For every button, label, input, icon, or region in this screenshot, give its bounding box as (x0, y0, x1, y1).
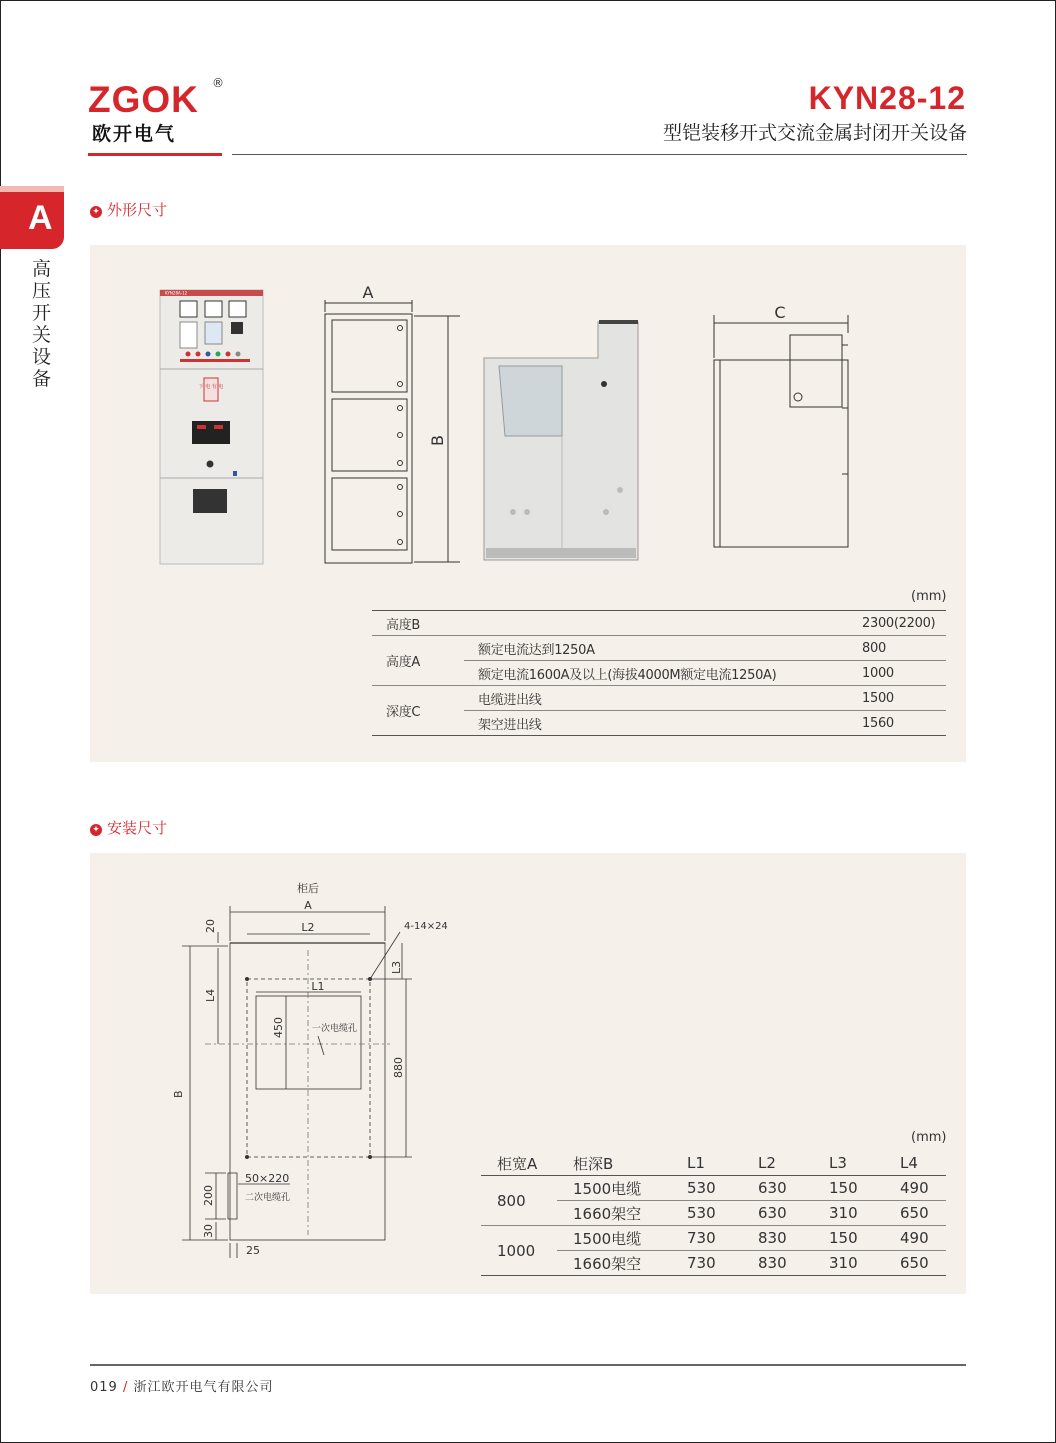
product-subtitle: 型铠装移开式交流金属封闭开关设备 (662, 122, 967, 144)
table-header-cell: L2 (742, 1151, 813, 1176)
install-dim-l2: L2 (301, 921, 315, 934)
dim-c-label: C (774, 303, 786, 322)
install-dim-l4: L4 (204, 988, 217, 1002)
table-cell: 架空进出线 (464, 711, 848, 736)
dim-a-label: A (362, 283, 374, 302)
brand-name-cn: 欧开电气 (92, 123, 177, 145)
table-cell: 650 (884, 1201, 946, 1226)
install-dim-l3: L3 (390, 960, 403, 974)
cabinet-side-photo (484, 320, 638, 560)
table-cell: 730 (671, 1226, 742, 1251)
table-cell: 1660架空 (557, 1251, 671, 1276)
table-cell: 额定电流1600A及以上(海拔4000M额定电流1250A) (464, 661, 848, 686)
table-cell: 高度B (372, 611, 464, 636)
chapter-tab: A (0, 192, 64, 249)
section-title-install-text: 安装尺寸 (107, 819, 168, 837)
install-unit: (mm) (911, 1130, 947, 1145)
page-number: 019 (90, 1380, 118, 1395)
star-icon: ✦ (90, 824, 102, 836)
page-footer (90, 1376, 274, 1395)
table-cell (464, 611, 848, 636)
table-cell: 310 (813, 1251, 884, 1276)
cabinet-front-photo (160, 290, 263, 564)
section-title-install (90, 817, 167, 838)
table-cell: 150 (813, 1176, 884, 1201)
holes-label: 4-14×24 (404, 921, 448, 932)
cabinet-label: KYN28A-12 (165, 290, 188, 296)
table-cell: 1500 (848, 686, 946, 711)
table-cell: 630 (742, 1201, 813, 1226)
install-dim-l1: L1 (311, 980, 325, 993)
table-row (372, 611, 946, 636)
install-dim-25: 25 (246, 1244, 260, 1257)
table-cell: 530 (671, 1201, 742, 1226)
install-dim-b: B (172, 1090, 185, 1098)
table-cell: 1500电缆 (557, 1176, 671, 1201)
table-cell: 730 (671, 1251, 742, 1276)
install-dim-20: 20 (204, 919, 217, 933)
table-cell: 490 (884, 1226, 946, 1251)
table-cell: 高度A (372, 636, 464, 686)
install-drawing (0, 860, 470, 1280)
install-dim-880: 880 (392, 1057, 405, 1078)
install-dim-200: 200 (202, 1185, 215, 1206)
table-row (372, 686, 946, 711)
table-cell: 830 (742, 1226, 813, 1251)
table-cell: 1660架空 (557, 1201, 671, 1226)
table-cell: 1000 (481, 1226, 557, 1276)
table-cell: 650 (884, 1251, 946, 1276)
front-outline-drawing (325, 300, 460, 563)
table-cell: 电缆进出线 (464, 686, 848, 711)
table-header-cell: 柜深B (557, 1151, 671, 1176)
table-row (481, 1176, 946, 1201)
table-cell: 800 (481, 1176, 557, 1226)
table-cell: 深度C (372, 686, 464, 736)
brand-name: ZGOK (88, 79, 199, 120)
install-dim-a: A (304, 899, 312, 912)
table-row (481, 1226, 946, 1251)
table-cell: 630 (742, 1176, 813, 1201)
install-table (481, 1151, 946, 1276)
section-title-outline-text: 外形尺寸 (107, 201, 168, 219)
table-cell: 1000 (848, 661, 946, 686)
table-header-cell: L1 (671, 1151, 742, 1176)
table-row (372, 636, 946, 661)
secondary-hole-label: 二次电缆孔 (245, 1193, 291, 1203)
model-number: KYN28-12 (808, 80, 966, 116)
table-cell: 1500电缆 (557, 1226, 671, 1251)
outline-table (372, 610, 946, 736)
table-header-cell: L4 (884, 1151, 946, 1176)
install-dim-450: 450 (272, 1017, 285, 1038)
table-cell: 150 (813, 1226, 884, 1251)
table-header-row (481, 1151, 946, 1176)
table-cell: 310 (813, 1201, 884, 1226)
table-cell: 1560 (848, 711, 946, 736)
dim-b-label: B (428, 435, 447, 446)
table-cell: 490 (884, 1176, 946, 1201)
table-cell: 2300(2200) (848, 611, 946, 636)
install-dim-30: 30 (202, 1224, 215, 1238)
star-icon: ✦ (90, 206, 102, 218)
footer-separator: / (122, 1380, 129, 1395)
table-cell: 额定电流达到1250A (464, 636, 848, 661)
warning-label: 下 电 有 电 (198, 384, 224, 390)
table-cell: 530 (671, 1176, 742, 1201)
side-outline-drawing (714, 315, 848, 547)
chapter-label: 高压开关设备 (32, 258, 52, 390)
primary-hole-label: 一次电缆孔 (312, 1024, 358, 1034)
footer-divider (90, 1364, 966, 1366)
table-cell: 830 (742, 1251, 813, 1276)
secondary-size-label: 50×220 (245, 1172, 290, 1185)
rear-label: 柜后 (297, 882, 319, 895)
table-cell: 800 (848, 636, 946, 661)
company-name: 浙江欧开电气有限公司 (133, 1380, 274, 1395)
registered-mark: ® (212, 76, 224, 90)
table-header-cell: L3 (813, 1151, 884, 1176)
outline-unit: (mm) (911, 589, 947, 604)
table-header-cell: 柜宽A (481, 1151, 557, 1176)
